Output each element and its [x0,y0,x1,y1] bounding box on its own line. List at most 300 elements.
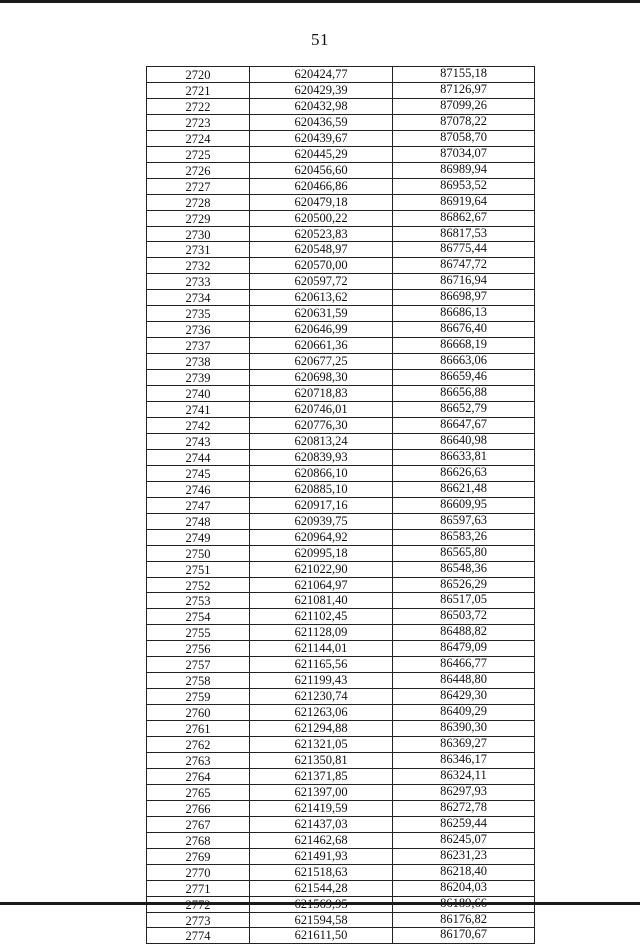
x-coordinate-cell-text: 621081,40 [294,593,348,608]
x-coordinate-cell-text: 620839,93 [294,449,348,464]
point-number-cell-text: 2739 [185,371,211,386]
x-coordinate-cell-text: 621462,68 [294,832,348,847]
top-border-rule [0,0,640,3]
x-coordinate-cell-text: 621437,03 [294,816,348,831]
y-coordinate-cell-text: 86526,29 [440,577,487,591]
point-number-cell-text: 2723 [185,115,211,130]
point-number-cell-text: 2773 [185,913,211,928]
y-coordinate-cell-text: 86647,67 [440,417,487,431]
x-coordinate-cell [250,832,393,848]
table-row [147,306,535,322]
point-number-cell [147,402,250,418]
table-row [147,625,535,641]
x-coordinate-cell-text: 620466,86 [294,178,348,193]
y-coordinate-cell-text: 86517,05 [440,592,487,607]
point-number-cell [147,705,250,721]
x-coordinate-cell-text: 621321,05 [294,737,348,752]
table-row [147,370,535,386]
y-coordinate-cell-text: 87058,70 [440,130,487,144]
x-coordinate-cell-text: 620479,18 [294,194,348,209]
point-number-cell [147,816,250,832]
y-coordinate-cell-text: 86369,27 [440,736,487,751]
x-coordinate-cell [250,513,393,529]
table-row [147,721,535,737]
point-number-cell-text: 2726 [185,163,211,178]
y-coordinate-cell-text: 86686,13 [440,305,487,320]
point-number-cell-text: 2749 [185,530,211,545]
x-coordinate-cell [250,226,393,242]
x-coordinate-cell [250,912,393,928]
table-row [147,768,535,784]
x-coordinate-cell-text: 621199,43 [294,673,348,688]
y-coordinate-cell [393,721,535,737]
table-row [147,67,535,83]
x-coordinate-cell [250,752,393,768]
point-number-cell-text: 2766 [185,801,211,816]
y-coordinate-cell-text: 86231,23 [440,848,487,862]
y-coordinate-cell [393,593,535,609]
y-coordinate-cell-text: 86668,19 [440,337,487,352]
y-coordinate-cell-text: 86176,82 [440,912,487,926]
point-number-cell-text: 2727 [185,179,211,194]
point-number-cell-text: 2767 [185,817,211,832]
table-row [147,194,535,210]
y-coordinate-cell-text: 86626,63 [440,465,487,479]
table-row [147,481,535,497]
y-coordinate-cell-text: 86609,95 [440,497,487,511]
point-number-cell [147,721,250,737]
table-row [147,864,535,880]
point-number-cell-text: 2757 [185,658,211,673]
point-number-cell [147,82,250,98]
y-coordinate-cell-text: 86259,44 [440,816,487,830]
y-coordinate-cell [393,800,535,816]
y-coordinate-cell [393,625,535,641]
y-coordinate-cell [393,529,535,545]
y-coordinate-cell-text: 86862,67 [440,210,487,224]
y-coordinate-cell [393,465,535,481]
y-coordinate-cell-text: 86656,88 [440,385,487,400]
point-number-cell [147,784,250,800]
point-number-cell-text: 2733 [185,275,211,290]
x-coordinate-cell-text: 621611,50 [294,928,348,943]
x-coordinate-cell [250,816,393,832]
x-coordinate-cell [250,593,393,609]
x-coordinate-cell [250,481,393,497]
x-coordinate-cell-text: 621294,88 [294,721,348,736]
x-coordinate-cell-text: 620885,10 [294,481,348,496]
x-coordinate-cell [250,561,393,577]
x-coordinate-cell-text: 621128,09 [294,625,348,640]
y-coordinate-cell [393,737,535,753]
y-coordinate-cell-text: 86747,72 [440,257,487,272]
table-row [147,848,535,864]
table-row [147,705,535,721]
y-coordinate-cell-text: 86698,97 [440,289,487,304]
point-number-cell-text: 2740 [185,387,211,402]
x-coordinate-cell [250,82,393,98]
x-coordinate-cell-text: 620432,98 [294,98,348,113]
point-number-cell-text: 2744 [185,450,211,465]
y-coordinate-cell [393,354,535,370]
y-coordinate-cell-text: 86429,30 [440,688,487,703]
y-coordinate-cell-text: 86817,53 [440,226,487,240]
y-coordinate-cell-text: 86448,80 [440,672,487,687]
point-number-cell [147,67,250,83]
point-number-cell-text: 2774 [185,929,211,944]
y-coordinate-cell-text: 86503,72 [440,608,487,623]
y-coordinate-cell-text: 86621,48 [440,481,487,495]
point-number-cell [147,737,250,753]
table-row [147,928,535,944]
y-coordinate-cell [393,641,535,657]
x-coordinate-cell [250,67,393,83]
point-number-cell [147,529,250,545]
x-coordinate-cell [250,146,393,162]
point-number-cell [147,146,250,162]
point-number-cell [147,593,250,609]
y-coordinate-cell [393,338,535,354]
y-coordinate-cell [393,784,535,800]
table-row [147,593,535,609]
point-number-cell-text: 2750 [185,546,211,561]
x-coordinate-cell-text: 620995,18 [294,545,348,560]
x-coordinate-cell-text: 621102,45 [294,609,348,624]
y-coordinate-cell [393,67,535,83]
page-number: 51 [311,30,329,49]
y-coordinate-cell [393,114,535,130]
x-coordinate-cell-text: 620661,36 [294,338,348,353]
table-row [147,130,535,146]
table-row [147,752,535,768]
y-coordinate-cell [393,386,535,402]
table-row [147,290,535,306]
y-coordinate-cell [393,928,535,944]
point-number-cell [147,465,250,481]
point-number-cell [147,354,250,370]
point-number-cell-text: 2729 [185,211,211,226]
table-row [147,737,535,753]
y-coordinate-cell-text: 86409,29 [440,704,487,719]
x-coordinate-cell-text: 620439,67 [294,130,348,145]
y-coordinate-cell-text: 86597,63 [440,513,487,527]
point-number-cell-text: 2765 [185,785,211,800]
y-coordinate-cell-text: 87099,26 [440,98,487,112]
point-number-cell-text: 2762 [185,738,211,753]
y-coordinate-cell-text: 87078,22 [440,114,487,128]
y-coordinate-cell [393,689,535,705]
y-coordinate-cell [393,513,535,529]
table-row [147,114,535,130]
y-coordinate-cell [393,848,535,864]
x-coordinate-cell [250,210,393,226]
y-coordinate-cell [393,306,535,322]
x-coordinate-cell-text: 621350,81 [294,752,348,767]
point-number-cell-text: 2761 [185,722,211,737]
table-row [147,513,535,529]
x-coordinate-cell [250,258,393,274]
point-number-cell [147,194,250,210]
x-coordinate-cell [250,338,393,354]
point-number-cell [147,433,250,449]
point-number-cell [147,290,250,306]
y-coordinate-cell [393,146,535,162]
point-number-cell-text: 2724 [185,131,211,146]
table-row [147,162,535,178]
table-row [147,465,535,481]
point-number-cell-text: 2768 [185,833,211,848]
y-coordinate-cell-text: 87126,97 [440,82,487,96]
x-coordinate-cell [250,274,393,290]
table-row [147,673,535,689]
table-row [147,433,535,449]
point-number-cell [147,497,250,513]
point-number-cell-text: 2755 [185,626,211,641]
x-coordinate-cell-text: 620631,59 [294,306,348,321]
x-coordinate-cell-text: 620939,75 [294,513,348,528]
point-number-cell [147,800,250,816]
point-number-cell [147,242,250,258]
x-coordinate-cell-text: 621263,06 [294,705,348,720]
point-number-cell-text: 2771 [185,881,211,896]
point-number-cell [147,657,250,673]
y-coordinate-cell [393,673,535,689]
y-coordinate-cell-text: 86218,40 [440,864,487,878]
y-coordinate-cell-text: 86652,79 [440,401,487,416]
x-coordinate-cell [250,689,393,705]
table-row [147,449,535,465]
y-coordinate-cell-text: 86548,36 [440,561,487,575]
x-coordinate-cell-text: 620917,16 [294,497,348,512]
y-coordinate-cell [393,481,535,497]
y-coordinate-cell-text: 86488,82 [440,624,487,639]
point-number-cell-text: 2731 [185,243,211,258]
x-coordinate-cell-text: 620570,00 [294,258,348,273]
y-coordinate-cell [393,402,535,418]
x-coordinate-cell [250,465,393,481]
table-row [147,497,535,513]
y-coordinate-cell [393,561,535,577]
table-row [147,641,535,657]
y-coordinate-cell-text: 86565,80 [440,545,487,559]
y-coordinate-cell [393,449,535,465]
x-coordinate-cell [250,162,393,178]
x-coordinate-cell-text: 620746,01 [294,402,348,417]
y-coordinate-cell-text: 86466,77 [440,656,487,671]
x-coordinate-cell-text: 621397,00 [294,784,348,799]
x-coordinate-cell-text: 620776,30 [294,417,348,432]
table-row [147,82,535,98]
x-coordinate-cell-text: 620964,92 [294,529,348,544]
y-coordinate-cell [393,322,535,338]
x-coordinate-cell-text: 620613,62 [294,290,348,305]
x-coordinate-cell-text: 621230,74 [294,689,348,704]
point-number-cell [147,928,250,944]
point-number-cell [147,449,250,465]
y-coordinate-cell-text: 86919,64 [440,194,487,208]
table-row [147,912,535,928]
x-coordinate-cell [250,386,393,402]
x-coordinate-cell-text: 621491,93 [294,848,348,863]
y-coordinate-cell [393,290,535,306]
y-coordinate-cell [393,545,535,561]
x-coordinate-cell-text: 620646,99 [294,322,348,337]
point-number-cell-text: 2751 [185,562,211,577]
table-row [147,226,535,242]
x-coordinate-cell [250,402,393,418]
y-coordinate-cell [393,82,535,98]
x-coordinate-cell [250,433,393,449]
x-coordinate-cell [250,673,393,689]
y-coordinate-cell [393,768,535,784]
table-row [147,784,535,800]
point-number-cell-text: 2756 [185,642,211,657]
point-number-cell-text: 2745 [185,466,211,481]
point-number-cell-text: 2753 [185,594,211,609]
y-coordinate-cell-text: 86640,98 [440,433,487,447]
x-coordinate-cell [250,625,393,641]
y-coordinate-cell-text: 86346,17 [440,752,487,766]
point-number-cell [147,162,250,178]
y-coordinate-cell [393,194,535,210]
x-coordinate-cell-text: 620500,22 [294,210,348,225]
x-coordinate-cell [250,194,393,210]
y-coordinate-cell [393,832,535,848]
y-coordinate-cell [393,864,535,880]
point-number-cell-text: 2730 [185,227,211,242]
point-number-cell [147,848,250,864]
y-coordinate-cell [393,130,535,146]
table-row [147,386,535,402]
x-coordinate-cell-text: 621419,59 [294,800,348,815]
point-number-cell-text: 2741 [185,403,211,418]
y-coordinate-cell [393,752,535,768]
y-coordinate-cell-text: 86245,07 [440,832,487,846]
table-row [147,338,535,354]
x-coordinate-cell [250,768,393,784]
x-coordinate-cell [250,545,393,561]
point-number-cell [147,370,250,386]
y-coordinate-cell-text: 86633,81 [440,449,487,463]
y-coordinate-cell-text: 86479,09 [440,640,487,655]
point-number-cell-text: 2770 [185,865,211,880]
point-number-cell [147,178,250,194]
y-coordinate-cell [393,226,535,242]
table-row [147,577,535,593]
y-coordinate-cell [393,497,535,513]
table-row [147,146,535,162]
y-coordinate-cell-text: 87155,18 [440,66,487,80]
point-number-cell-text: 2763 [185,753,211,768]
x-coordinate-cell [250,737,393,753]
point-number-cell [147,513,250,529]
x-coordinate-cell [250,497,393,513]
x-coordinate-cell [250,800,393,816]
coordinates-table [146,66,535,944]
y-coordinate-cell-text: 86953,52 [440,178,487,192]
y-coordinate-cell [393,816,535,832]
y-coordinate-cell-text: 86989,94 [440,162,487,176]
y-coordinate-cell-text: 87034,07 [440,146,487,160]
y-coordinate-cell [393,242,535,258]
x-coordinate-cell-text: 621022,90 [294,561,348,576]
x-coordinate-cell [250,721,393,737]
y-coordinate-cell [393,609,535,625]
x-coordinate-cell [250,354,393,370]
point-number-cell [147,864,250,880]
x-coordinate-cell-text: 621064,97 [294,577,348,592]
x-coordinate-cell-text: 620456,60 [294,162,348,177]
x-coordinate-cell [250,864,393,880]
y-coordinate-cell-text: 86659,46 [440,369,487,384]
point-number-cell [147,577,250,593]
x-coordinate-cell [250,290,393,306]
y-coordinate-cell-text: 86583,26 [440,529,487,543]
point-number-cell-text: 2738 [185,355,211,370]
x-coordinate-cell [250,529,393,545]
y-coordinate-cell-text: 86297,93 [440,784,487,798]
table-row [147,689,535,705]
point-number-cell [147,689,250,705]
y-coordinate-cell [393,274,535,290]
table-row [147,178,535,194]
x-coordinate-cell [250,609,393,625]
x-coordinate-cell [250,848,393,864]
point-number-cell-text: 2735 [185,307,211,322]
y-coordinate-cell [393,178,535,194]
y-coordinate-cell-text: 86676,40 [440,321,487,336]
point-number-cell-text: 2758 [185,674,211,689]
point-number-cell-text: 2764 [185,769,211,784]
y-coordinate-cell [393,258,535,274]
y-coordinate-cell-text: 86716,94 [440,273,487,288]
point-number-cell-text: 2743 [185,434,211,449]
y-coordinate-cell-text: 86775,44 [440,241,487,256]
point-number-cell [147,338,250,354]
x-coordinate-cell-text: 620866,10 [294,465,348,480]
y-coordinate-cell [393,433,535,449]
x-coordinate-cell-text: 620813,24 [294,433,348,448]
x-coordinate-cell-text: 620436,59 [294,114,348,129]
point-number-cell [147,210,250,226]
x-coordinate-cell-text: 620698,30 [294,370,348,385]
x-coordinate-cell [250,641,393,657]
table-row [147,561,535,577]
point-number-cell-text: 2736 [185,323,211,338]
x-coordinate-cell [250,98,393,114]
x-coordinate-cell-text: 620445,29 [294,146,348,161]
point-number-cell [147,417,250,433]
table-row [147,609,535,625]
x-coordinate-cell-text: 621594,58 [294,912,348,927]
point-number-cell-text: 2759 [185,690,211,705]
y-coordinate-cell-text: 86324,11 [440,768,487,782]
point-number-cell [147,226,250,242]
y-coordinate-cell [393,657,535,673]
y-coordinate-cell-text: 86204,03 [440,880,487,894]
y-coordinate-cell [393,98,535,114]
y-coordinate-cell [393,912,535,928]
x-coordinate-cell [250,130,393,146]
x-coordinate-cell [250,449,393,465]
x-coordinate-cell-text: 621544,28 [294,880,348,895]
table-row [147,258,535,274]
x-coordinate-cell [250,114,393,130]
coordinates-table-body [147,67,535,944]
point-number-cell [147,641,250,657]
table-row [147,545,535,561]
point-number-cell-text: 2742 [185,418,211,433]
